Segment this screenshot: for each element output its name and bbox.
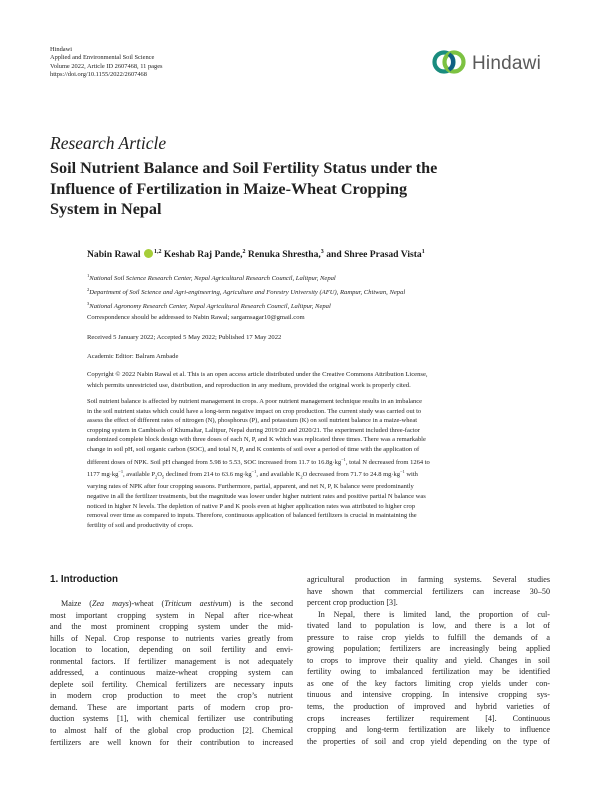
body-line: in modern crop production to meet the crop’s nutrient xyxy=(50,691,293,701)
hindawi-logo-icon xyxy=(432,46,468,78)
body-line: tinuous and intensive cropping. In intensive cropping sys- xyxy=(307,690,550,700)
abstract-line: removal over time as compared to inputs. Therefore, continuous application of balanced fertilizers is crucial in maintaining the xyxy=(87,512,417,520)
body-line: ronmental factors. If fertilizer management is not adequately xyxy=(50,656,293,666)
journal-meta xyxy=(50,46,163,79)
abstract-subscript: 5 xyxy=(161,474,165,480)
body-line xyxy=(50,598,293,610)
affiliation-item xyxy=(87,299,405,313)
body-line: and the most prominent cropping system under the mid- xyxy=(50,622,293,632)
affiliation-number: 1 xyxy=(87,273,90,278)
body-line: demand. These are important parts of modern crop pro- xyxy=(50,702,293,712)
body-line: fertilizers are well known for their contribution to increased xyxy=(50,737,293,747)
abstract-line: varying rates of NPK after four cropping seasons. Furthermore, partial, apparent, and net N, P, K balance were predominantly xyxy=(87,483,414,491)
body-line: to almost half of the global crop production [2]. Chemical xyxy=(50,726,293,736)
body-text: Maize ( xyxy=(61,599,92,608)
body-line: most important cropping system in Nepal after rice-wheat xyxy=(50,610,293,620)
affiliation-item xyxy=(87,271,405,285)
abstract-line: negative in all the fertilizer treatments, but the magnitude was lower under higher nutrient rates and positive partial N balance was xyxy=(87,492,426,500)
body-line: growing population; fertilizers are increasingly being applied xyxy=(307,644,550,654)
abstract-text: with xyxy=(404,471,418,479)
body-line: percent crop production [3]. xyxy=(307,598,398,608)
author-name[interactable]: Keshab Raj Pande, xyxy=(163,249,243,261)
species-name: Zea mays xyxy=(91,599,129,608)
abstract-text: O decreased from 71.7 to 24.8 mg·kg xyxy=(302,471,401,479)
body-line: cropping and long-term fertilization are likely to influence xyxy=(307,725,550,735)
author-name[interactable]: and Shree Prasad Vista xyxy=(326,249,422,261)
abstract-superscript: −1 xyxy=(400,469,405,475)
body-column-right xyxy=(307,574,550,747)
abstract-text: , total N decreased from 1264 to xyxy=(345,458,430,466)
abstract-subscript: 2 xyxy=(300,474,303,480)
abstract-line: assess the effect of different rates of nitrogen (N), phosphorus (P), and potassium (K) on soil nutrient balance in a maize-wheat xyxy=(87,417,418,425)
affiliation-number: 2 xyxy=(87,286,90,292)
abstract-line: Soil nutrient balance is affected by nutrient management in crops. A poor nutrient management technique results in an imbalance xyxy=(87,398,423,405)
abstract-superscript: −1 xyxy=(251,469,257,475)
journal-doi-link[interactable]: https://doi.org/10.1155/2022/2607468 xyxy=(50,70,147,78)
copyright-notice xyxy=(87,370,549,391)
abstract-line: cropping system in Cambisols of Khumaltar, Lalitpur, Nepal during 2019/20 and 2020/21. The experiment included three-factor xyxy=(87,426,420,434)
body-line: the properties of soil and crop yield depending on the type of xyxy=(307,736,550,746)
body-line: agricultural production in farming systems. Several studies xyxy=(307,575,550,584)
abstract-line: noticed in higher N levels. The depletion of native P and K pools even at higher application rates was attributed to higher crop xyxy=(87,502,415,510)
abstract-line: in the soil nutrient status which could have a long-term negative impact on crop production. The current study was carried out to xyxy=(87,407,422,415)
affiliation-number: 3 xyxy=(87,300,90,306)
body-line: to crops to improve their quality and yield. Changes in soil xyxy=(307,655,550,665)
journal-publisher: Hindawi xyxy=(50,46,73,53)
body-line: In Nepal, there is limited land, the proportion of cul- xyxy=(318,609,550,619)
article-type: Research Article xyxy=(50,133,167,153)
body-line: tems, the production of improved and hybrid varieties of xyxy=(307,702,550,712)
species-name: Triticum aestivum xyxy=(164,599,229,608)
article-title xyxy=(50,158,550,220)
correspondence: Correspondence should be addressed to Nabin Rawal; sargamsagar10@gmail.com xyxy=(87,314,305,321)
author-name[interactable]: Nabin Rawal xyxy=(87,249,141,261)
academic-editor: Academic Editor: Balram Ambade xyxy=(87,353,179,360)
affiliation-text: National Agronomy Research Center, Nepal Agricultural Research Council, Lalitpur, Nepal xyxy=(89,302,331,310)
abstract-text: declined from 214 to 63.6 mg·kg xyxy=(164,471,252,479)
abstract-text: different doses of NPK. Soil pH changed from 5.98 to 5.53, SOC increased from 11.7 to 16.8g·kg xyxy=(87,458,342,466)
body-line: fertility owing to imbalanced fertilization may be identified xyxy=(307,667,550,677)
affiliation-text: National Soil Science Research Center, Nepal Agricultural Research Council, Lalitpur, Nepal xyxy=(89,275,336,283)
author-affil-ref: 2 xyxy=(242,249,246,255)
title-line: System in Nepal xyxy=(50,200,162,218)
copyright-line: which permits unrestricted use, distribution, and reproduction in any medium, provided the original work is properly cited. xyxy=(87,381,411,389)
title-line: Soil Nutrient Balance and Soil Fertility Status under the xyxy=(50,159,438,177)
author-list xyxy=(87,249,425,260)
author-affil-ref: 3 xyxy=(320,249,324,255)
abstract-line: change in soil pH, soil organic carbon (SOC), and total N, P, and K contents of soil over a period of time with the application of xyxy=(87,445,420,453)
copyright-line: Copyright © 2022 Nabin Rawal et al. This is an open access article distributed under the Creative Commons Attribution License, xyxy=(87,371,428,378)
body-line: hills of Nepal. Crop response to nutrients varies greatly from xyxy=(50,633,293,643)
author-affil-ref: 1,2 xyxy=(153,249,162,255)
abstract-superscript: −1 xyxy=(118,469,124,475)
journal-volume: Volume 2022, Article ID 2607468, 11 pages xyxy=(50,62,163,70)
abstract-line xyxy=(87,467,549,482)
abstract-superscript: −1 xyxy=(341,456,346,462)
hindawi-logo xyxy=(432,44,550,82)
body-line: tivated land to population is low, and there is a lot of xyxy=(307,621,550,631)
abstract-text: 1177 mg·kg xyxy=(87,471,119,479)
abstract-line: fertility of soil and productivity of crops. xyxy=(87,521,194,529)
body-text: ) is the second xyxy=(228,599,293,608)
affiliation-item xyxy=(87,285,405,299)
body-line: duction systems [1], with chemical fertilizer use contributing xyxy=(50,714,293,724)
journal-name: Applied and Environmental Soil Science xyxy=(50,54,155,62)
abstract-text: , and available K xyxy=(256,471,301,479)
body-line: pressure to raise crop yields to fulfill the demands of a xyxy=(307,632,550,642)
affiliations xyxy=(87,271,405,312)
body-text: )-wheat ( xyxy=(128,599,165,608)
body-line: deplete soil fertility. Chemical fertilizers are necessary inputs xyxy=(50,679,293,689)
body-column-left xyxy=(50,598,293,748)
abstract-subscript: 2 xyxy=(154,474,158,480)
abstract-text: , available P xyxy=(123,471,155,479)
body-line: have shown that commercial fertilizers can increase 30–50 xyxy=(307,586,550,596)
hindawi-wordmark: Hindawi xyxy=(472,53,541,74)
abstract-text: O xyxy=(157,471,162,479)
body-line: addressed, a continuous maize-wheat cropping system can xyxy=(50,668,293,678)
title-line: Influence of Fertilization in Maize-Wheat Cropping xyxy=(50,179,408,198)
abstract xyxy=(87,397,549,530)
body-line: as one of the key factors limiting crop yields under con- xyxy=(307,678,550,688)
article-dates: Received 5 January 2022; Accepted 5 May 2022; Published 17 May 2022 xyxy=(87,334,282,341)
body-line: crops increases fertilizer requirement [4]. Continuous xyxy=(307,713,550,723)
author-affil-ref: 1 xyxy=(421,249,425,255)
affiliation-text: Department of Soil Science and Agri-engineering, Agriculture and Forestry University (AFU), Rampur, Chitwan, Nepal xyxy=(89,288,406,296)
abstract-line: randomized complete block design with three doses of each N, P, and K which was replicated three times. There was a remarkable xyxy=(87,436,426,444)
abstract-line xyxy=(87,455,549,468)
section-heading-introduction: 1. Introduction xyxy=(50,574,119,585)
body-line: location to location, depending on soil fertility and envi- xyxy=(50,645,293,655)
orcid-icon[interactable] xyxy=(144,249,153,258)
author-name[interactable]: Renuka Shrestha, xyxy=(247,249,321,261)
